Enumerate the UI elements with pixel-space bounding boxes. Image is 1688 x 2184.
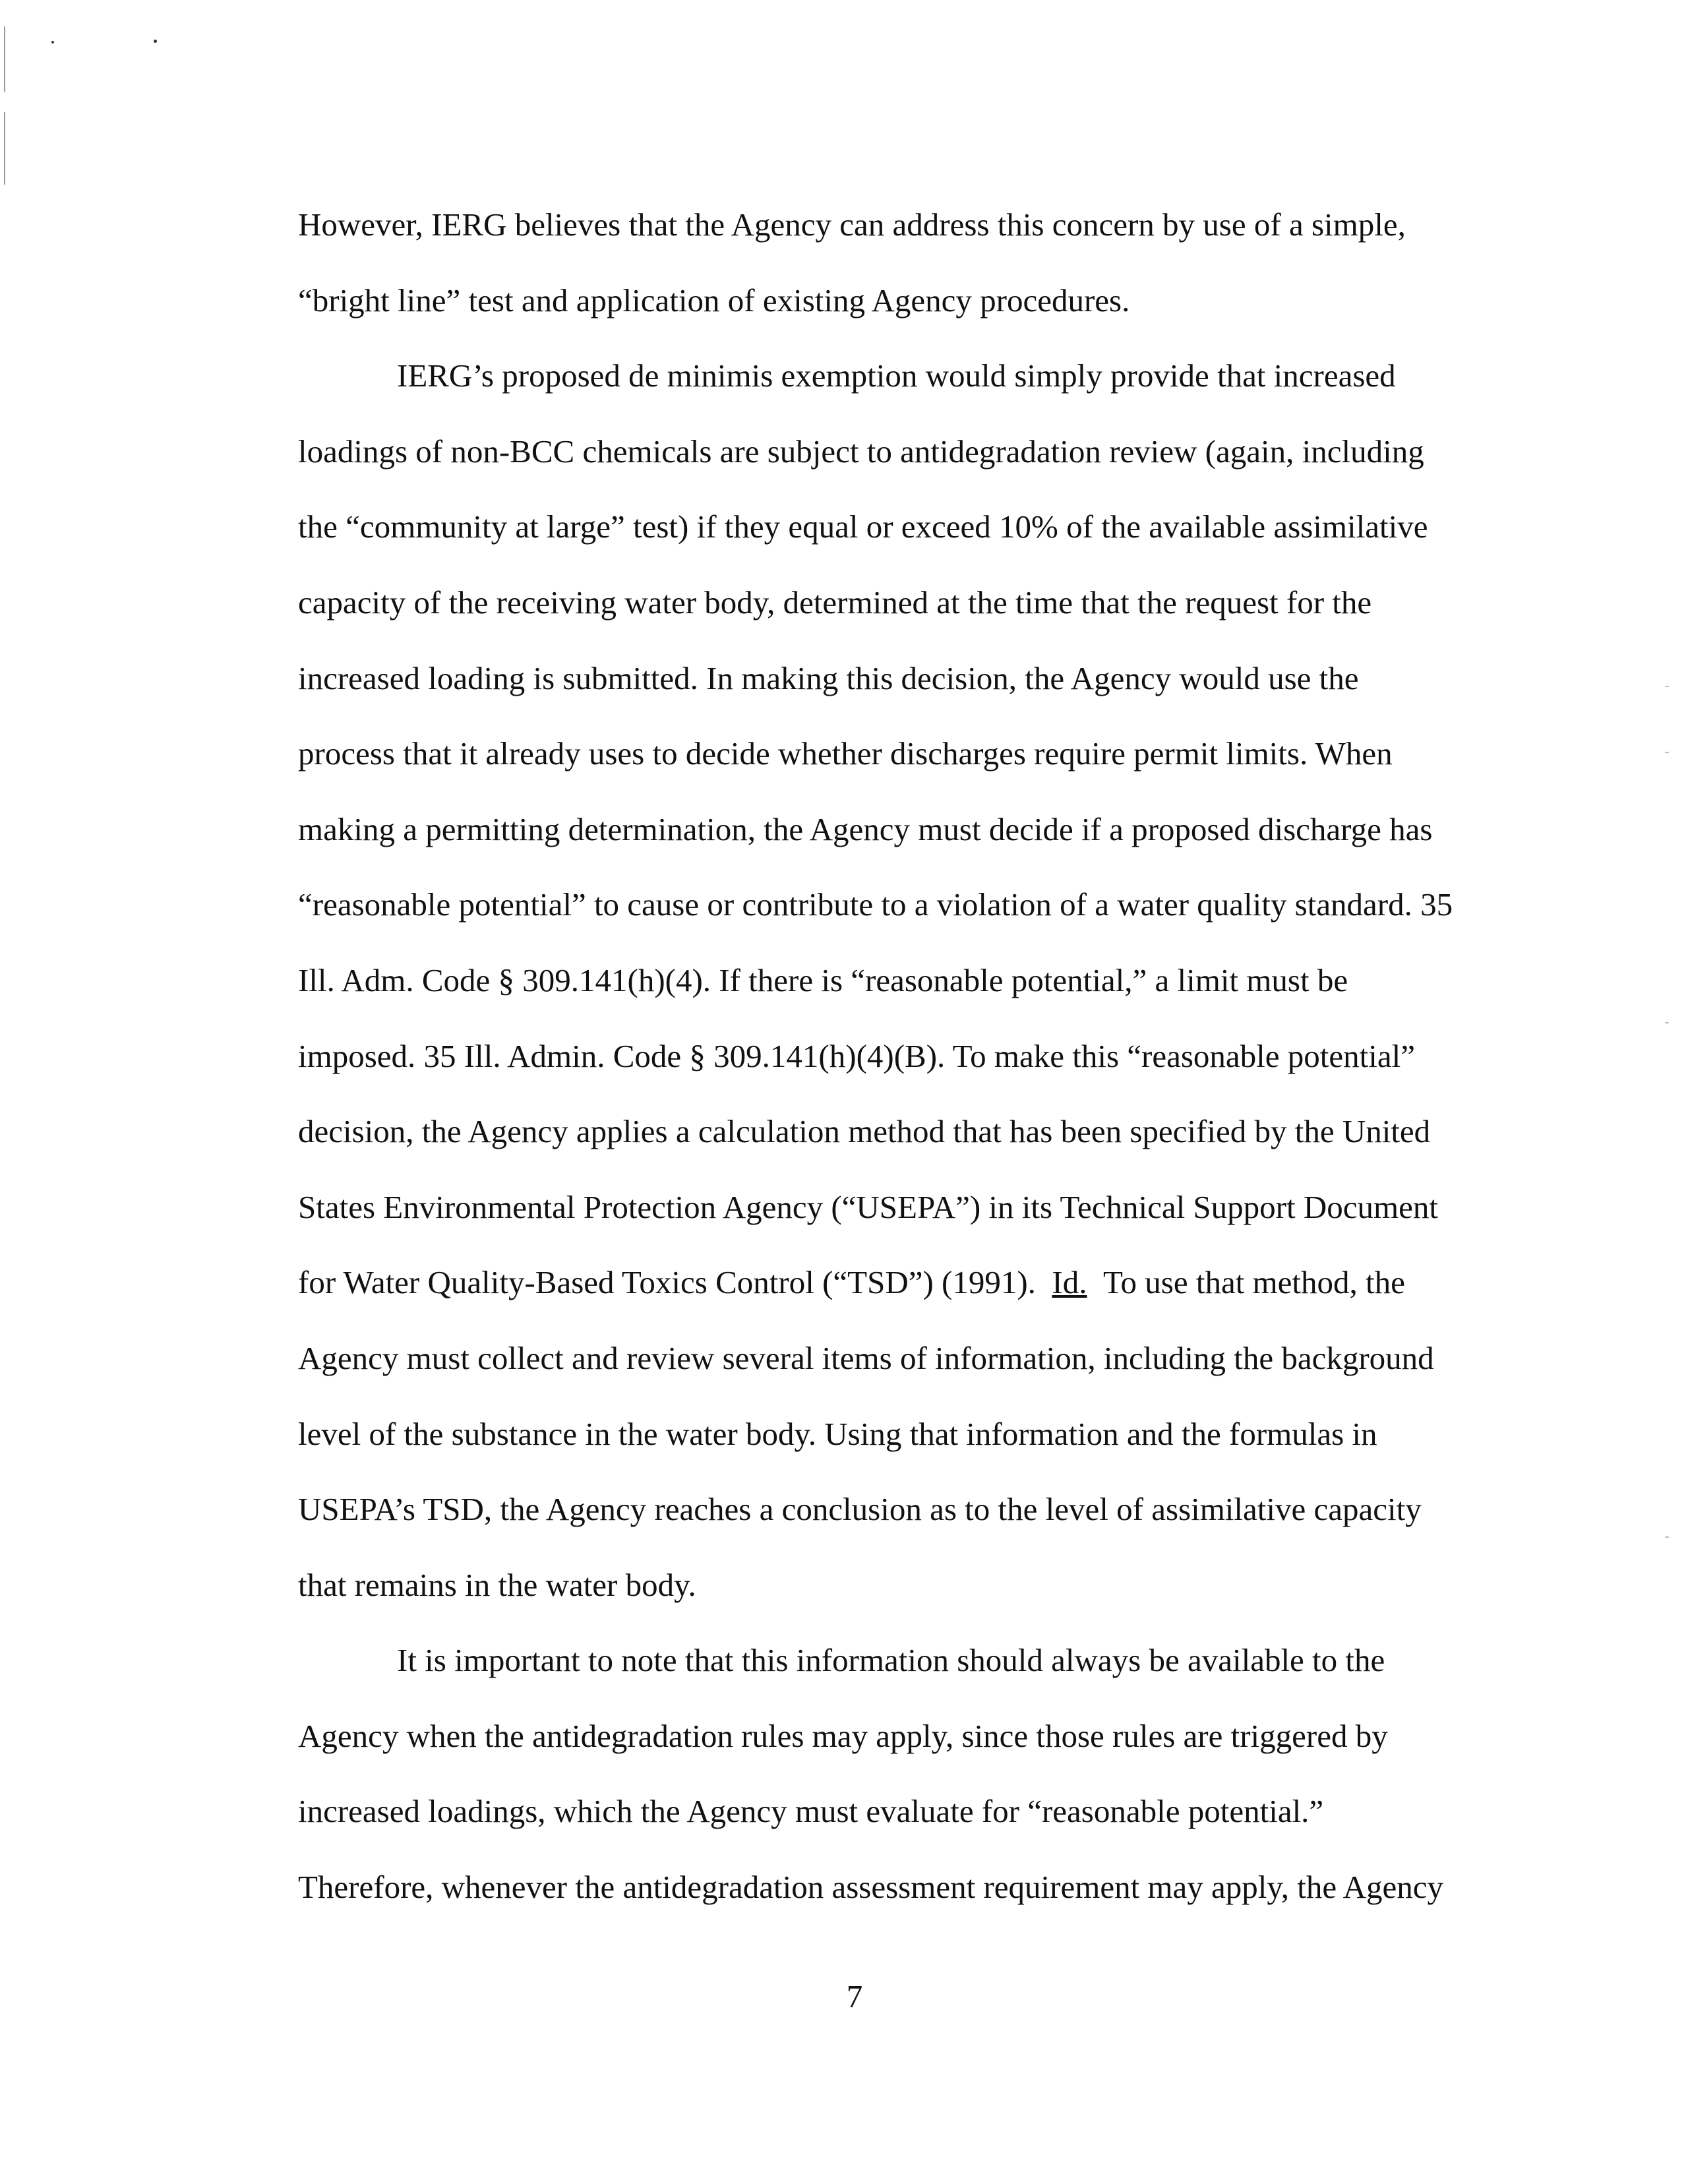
text-line: However, IERG believes that the Agency can address this concern by use of a simple,	[298, 206, 1406, 243]
text-line: level of the substance in the water body. Using that information and the formulas in	[298, 1415, 1377, 1452]
scan-speck	[1665, 1536, 1669, 1538]
text-line: decision, the Agency applies a calculation method that has been specified by the United	[298, 1113, 1431, 1150]
text-line: States Environmental Protection Agency (“USEPA”) in its Technical Support Document	[298, 1188, 1438, 1225]
text-line: increased loading is submitted. In making this decision, the Agency would use the	[298, 659, 1359, 696]
scan-speck	[1665, 1022, 1669, 1023]
scan-speck	[154, 40, 157, 43]
scan-speck	[1665, 752, 1669, 753]
document-body	[298, 187, 1498, 1926]
text-line	[298, 1245, 1498, 1321]
text-line: “reasonable potential” to cause or contribute to a violation of a water quality standard. 35	[298, 886, 1453, 923]
text-line: “bright line” test and application of existing Agency procedures.	[298, 282, 1130, 318]
text-segment: for Water Quality-Based Toxics Control (“TSD”) (1991).	[298, 1264, 1036, 1301]
text-line: Therefore, whenever the antidegradation assessment requirement may apply, the Agency	[298, 1869, 1444, 1906]
citation-id: Id.	[1052, 1264, 1087, 1301]
text-line: process that it already uses to decide whether discharges require permit limits. When	[298, 735, 1393, 772]
text-line: Agency must collect and review several items of information, including the background	[298, 1339, 1434, 1376]
scan-edge-mark	[4, 112, 5, 185]
page-number: 7	[846, 1978, 863, 2015]
text-line: IERG’s proposed de minimis exemption would simply provide that increased	[397, 357, 1396, 394]
text-line: loadings of non-BCC chemicals are subject to antidegradation review (again, including	[298, 433, 1424, 470]
text-line: the “community at large” test) if they equal or exceed 10% of the available assimilative	[298, 508, 1428, 545]
text-line: that remains in the water body.	[298, 1566, 696, 1603]
text-line: Ill. Adm. Code § 309.141(h)(4). If there is “reasonable potential,” a limit must be	[298, 961, 1348, 998]
scan-speck	[1665, 686, 1669, 687]
scan-edge-mark	[4, 26, 5, 92]
text-line: imposed. 35 Ill. Admin. Code § 309.141(h)(4)(B). To make this “reasonable potential”	[298, 1037, 1415, 1074]
text-line: increased loadings, which the Agency must evaluate for “reasonable potential.”	[298, 1793, 1324, 1830]
text-segment: To use that method, the	[1103, 1264, 1405, 1301]
scan-speck	[51, 41, 54, 44]
text-line: making a permitting determination, the Agency must decide if a proposed discharge has	[298, 810, 1433, 847]
text-line: capacity of the receiving water body, determined at the time that the request for the	[298, 584, 1372, 621]
text-line: USEPA’s TSD, the Agency reaches a conclusion as to the level of assimilative capacity	[298, 1491, 1422, 1528]
text-line: Agency when the antidegradation rules may apply, since those rules are triggered by	[298, 1717, 1388, 1754]
text-line: It is important to note that this information should always be available to the	[397, 1642, 1385, 1679]
